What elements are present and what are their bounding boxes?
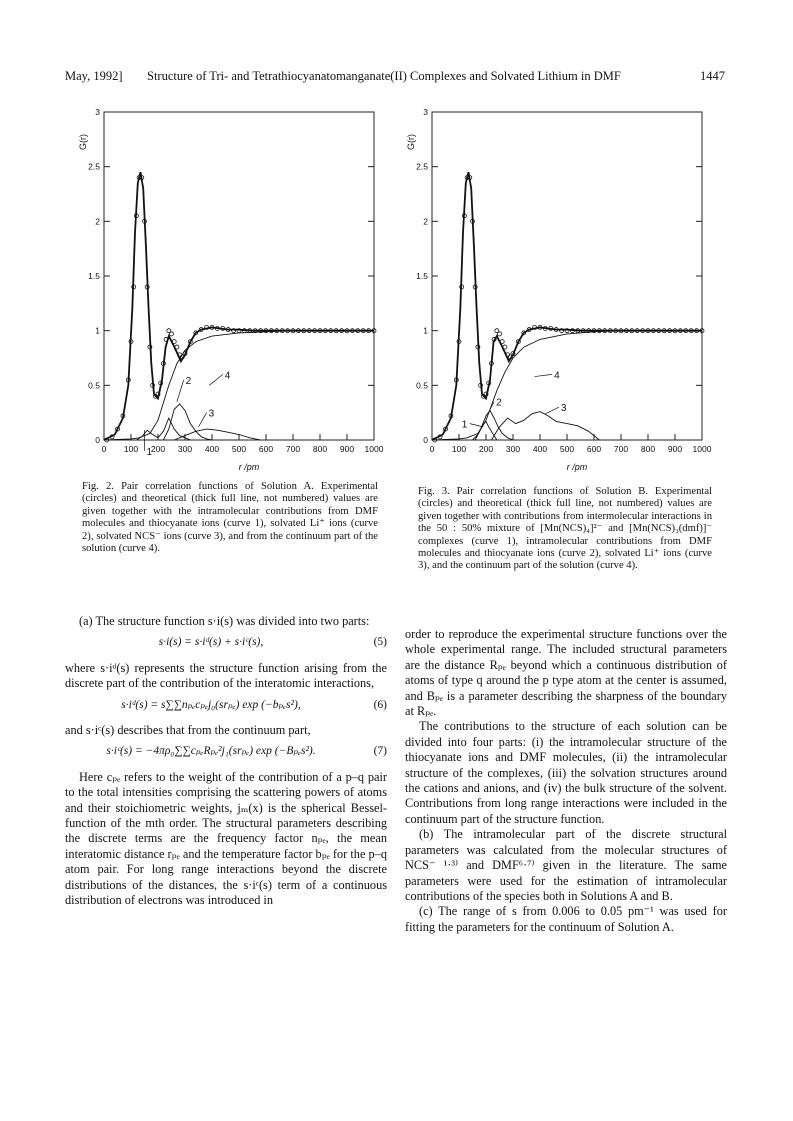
- x-tick-label: 900: [339, 444, 355, 454]
- figure-3-caption: Fig. 3. Pair correlation functions of Solution B. Experimental (circles) and theoretical (thick full line, not numbered) values are given together with contributions from intermolecular interactions in the 50 : 50% mixture of [Mn(NCS)₄]²⁻ and [Mn(NCS)₃(dmf)]⁻ complexes (curve 1), intramolecular contributions from DMF molecules and thiocyanate ions (curve 2), solvated Li⁺ ions (curve 3), and the continuum part of the solution (curve 4).: [418, 486, 712, 572]
- x-tick-label: 900: [667, 444, 683, 454]
- figure-3-plot: [400, 100, 720, 475]
- equation-6: [65, 698, 387, 713]
- x-tick-label: 200: [150, 444, 166, 454]
- y-tick-label: 0: [95, 435, 100, 445]
- curve-label-4: 4: [554, 370, 560, 382]
- x-tick-label: 100: [451, 444, 467, 454]
- data-point: [175, 345, 179, 349]
- y-tick-label: 2: [95, 216, 100, 227]
- x-tick-label: 500: [231, 444, 247, 454]
- equation-5: [65, 635, 387, 650]
- y-tick-label: 0.5: [88, 380, 100, 391]
- series-line-4: [491, 412, 599, 440]
- y-tick-label: 2.5: [88, 161, 100, 172]
- x-axis-label: r /pm: [566, 462, 588, 472]
- data-point: [170, 332, 174, 336]
- page-number: 1447: [700, 69, 725, 83]
- x-tick-label: 600: [258, 444, 274, 454]
- paragraph-parameters: Here cₚₑ refers to the weight of the contribution of a p–q pair to the total intensities comprising the scattering powers of atoms and their stoichiometric weights, jₘ(x) is the spherical Bessel-function of the mth order. The structural parameters describing the discrete terms are the frequency factor nₚₑ, the mean interatomic distance rₚₑ and the temperature factor bₚₑ for the p–q atom pair. For long range interactions beyond the discrete distributions of the distances, the s·iᶜ(s) term of a continuous distribution of electrons was introduced in: [65, 769, 387, 908]
- x-tick-label: 0: [429, 444, 435, 454]
- curve-label-1: 1: [146, 446, 153, 458]
- data-point: [172, 340, 176, 344]
- paragraph-b: (b) The intramolecular part of the discrete structural parameters was calculated from the molecular structures of NCS⁻ ¹·³⁾ and DMF⁶·⁷⁾ given in the literature. The same parameters were used for the estimation of intramolecular contributions of the species both in Solutions A and B.: [405, 827, 727, 903]
- y-tick-label: 1.5: [88, 271, 100, 281]
- x-tick-label: 800: [312, 444, 328, 454]
- y-tick-label: 1: [95, 325, 100, 336]
- equation-5-expression: s·i(s) = s·iᵈ(s) + s·iᶜ(s),: [158, 636, 264, 649]
- x-tick-label: 800: [640, 444, 656, 454]
- curve-label-2: 2: [496, 397, 502, 409]
- figure-2-plot: [72, 100, 392, 475]
- plot-frame: [432, 112, 702, 440]
- x-tick-label: 300: [177, 444, 193, 454]
- equation-7: [65, 744, 387, 759]
- y-tick-label: 2: [423, 216, 428, 227]
- data-point: [500, 340, 504, 344]
- y-axis-label: G(r): [78, 134, 88, 150]
- x-tick-label: 100: [123, 444, 139, 454]
- x-tick-label: 300: [505, 444, 521, 454]
- x-tick-label: 1000: [692, 444, 712, 454]
- paragraph-a: (a) The structure function s·i(s) was divided into two parts:: [79, 614, 370, 628]
- curve-leader-4: [535, 374, 553, 376]
- paragraph-discrete: where s·iᵈ(s) represents the structure function arising from the discrete part of the contribution of the interatomic interactions,: [65, 660, 387, 691]
- curve-leader-3: [199, 413, 207, 427]
- figure-2-chart: [72, 100, 392, 475]
- x-tick-label: 500: [559, 444, 575, 454]
- curve-label-3: 3: [208, 408, 215, 420]
- paragraph-continuation: order to reproduce the experimental structure functions over the whole experimental range. The included structural parameters are the distance Rₚₑ beyond which a continuous distribution of atoms of type q around the p type atom at the center is assumed, and Bₚₑ is a parameter describing the sharpness of the boundary at Rₚₑ.: [405, 627, 727, 719]
- y-tick-label: 1: [423, 325, 428, 336]
- header-date: May, 1992]: [65, 69, 123, 83]
- series-line-0: [104, 172, 374, 440]
- curve-leader-1: [470, 424, 484, 427]
- plot-frame: [104, 112, 374, 440]
- data-point: [498, 332, 502, 336]
- equation-7-number: (7): [373, 745, 387, 758]
- equation-6-number: (6): [373, 698, 387, 711]
- header-title: Structure of Tri- and Tetrathiocyanatomanganate(II) Complexes and Solvated Lithium in DMF: [147, 69, 621, 83]
- curve-leader-3: [545, 407, 559, 414]
- y-tick-label: 2.5: [416, 161, 428, 172]
- x-tick-label: 600: [586, 444, 602, 454]
- y-tick-label: 1.5: [416, 271, 428, 281]
- equation-6-expression: s·iᵈ(s) = s∑∑nₚₑcₚₑj₀(srₚₑ) exp (−bₚₑs²),: [121, 698, 301, 711]
- curve-label-1: 1: [461, 419, 468, 431]
- x-tick-label: 400: [204, 444, 220, 454]
- y-tick-label: 3: [423, 107, 428, 117]
- x-axis-label: r /pm: [238, 462, 260, 472]
- y-axis-label: G(r): [406, 134, 416, 150]
- x-tick-label: 1000: [364, 444, 384, 454]
- curve-leader-4: [209, 374, 223, 385]
- equation-7-expression: s·iᶜ(s) = −4πρ₀∑∑cₚₑRₚₑ²j₁(srₚₑ) exp (−Bₚₑs²).: [106, 745, 316, 758]
- running-header: [65, 69, 725, 87]
- curve-label-4: 4: [224, 370, 231, 382]
- figure-3-chart: [400, 100, 720, 475]
- paragraph-c: (c) The range of s from 0.006 to 0.05 pm⁻¹ was used for fitting the parameters for the continuum of Solution A.: [405, 904, 727, 934]
- curve-label-3: 3: [560, 403, 567, 415]
- curve-label-2: 2: [185, 375, 192, 387]
- y-tick-label: 0.5: [416, 380, 428, 391]
- x-tick-label: 700: [613, 444, 629, 454]
- equation-5-number: (5): [373, 636, 387, 649]
- series-line-0: [432, 172, 702, 440]
- data-point: [503, 345, 507, 349]
- right-text-column: [405, 627, 727, 935]
- x-tick-label: 400: [532, 444, 548, 454]
- x-tick-label: 700: [285, 444, 301, 454]
- x-tick-label: 200: [478, 444, 494, 454]
- x-tick-label: 0: [101, 444, 107, 454]
- y-tick-label: 3: [95, 107, 100, 117]
- series-line-1: [104, 331, 374, 440]
- paragraph-continuum: and s·iᶜ(s) describes that from the continuum part,: [65, 723, 311, 738]
- figure-2-caption: Fig. 2. Pair correlation functions of Solution A. Experimental (circles) and theoretical (thick full line, not numbered) values are given together with the intramolecular contributions from DMF molecules and thiocyanate ions (curve 1), solvated Li⁺ ions (curve 2), solvated NCS⁻ ions (curve 3), and from the continuum part of the solution (curve 4).: [82, 481, 378, 555]
- paragraph-contributions: The contributions to the structure of each solution can be divided into four parts: (i) the intramolecular structure of the thiocyanate ions and DMF molecules, (ii) the intramolecular structure of the complexes, (iii) the solvation structures around the cations and anions, and (iv) the bulk structure of the solvent. Contributions from long range interactions were included in the continuum part of the structure function.: [405, 719, 727, 826]
- curve-leader-2: [177, 380, 184, 402]
- y-tick-label: 0: [423, 435, 428, 445]
- left-text-column: [65, 614, 387, 909]
